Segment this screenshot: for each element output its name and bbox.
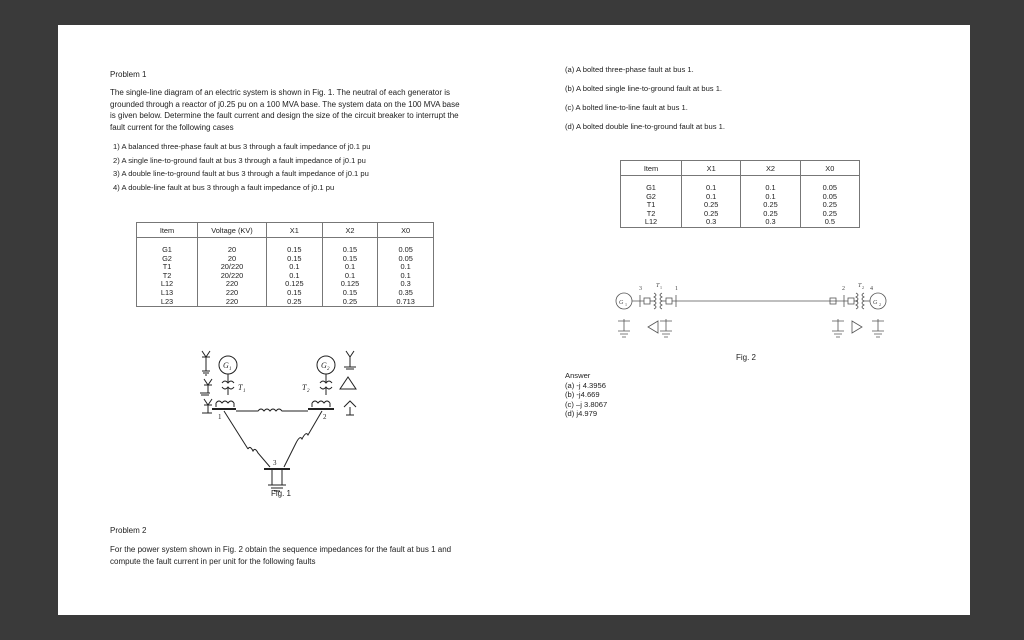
- breaker-symbol: [666, 298, 672, 304]
- table-cell: 0.3: [378, 280, 434, 289]
- case-item: 1) A balanced three-phase fault at bus 3 through a fault impedance of j0.1 pu: [113, 142, 371, 151]
- table-cell: 20/220: [198, 263, 267, 272]
- answer-line: (b) -j4.669: [565, 390, 600, 399]
- table-cell: 0.15: [322, 238, 378, 255]
- column-header: X1: [267, 223, 323, 238]
- table-cell: 220: [198, 298, 267, 307]
- problem2-description: For the power system shown in Fig. 2 obtain the sequence impedances for the fault at bus 1 and compute the fault current in per unit for the following faults: [110, 545, 452, 566]
- table-cell: 0.25: [682, 210, 741, 219]
- table-cell: 0.125: [267, 280, 323, 289]
- table-cell: L12: [137, 280, 198, 289]
- column-header: Item: [621, 161, 682, 176]
- t1-subscript: 1: [660, 285, 662, 290]
- bus-1-label: 1: [218, 413, 222, 421]
- table-row: [137, 280, 434, 289]
- table-cell: 0.1: [267, 272, 323, 281]
- t2-subscript: 2: [862, 285, 864, 290]
- fault-item: (d) A bolted double line-to-ground fault at bus 1.: [565, 122, 725, 131]
- g1-subscript: 1: [229, 367, 232, 372]
- table-cell: 0.3: [682, 218, 741, 227]
- table-cell: 0.15: [267, 255, 323, 264]
- table-cell: 20: [198, 238, 267, 255]
- case-item: 3) A double line-to-ground fault at bus 3 through a fault impedance of j0.1 pu: [113, 169, 369, 178]
- table-cell: 220: [198, 280, 267, 289]
- table-cell: 220: [198, 289, 267, 298]
- g2-subscript: 2: [327, 367, 330, 372]
- figure-2-caption: Fig. 2: [736, 353, 757, 362]
- answer-line: (d) j4.979: [565, 409, 598, 418]
- g2-subscript: 2: [879, 302, 881, 307]
- column-header: X1: [682, 161, 741, 176]
- answer-line: (c) –j 3.8067: [565, 399, 608, 409]
- table-cell: 0.15: [322, 289, 378, 298]
- table-cell: 0.05: [378, 238, 434, 255]
- fault-item: (c) A bolted line-to-line fault at bus 1.: [565, 103, 688, 112]
- table-row: [137, 263, 434, 272]
- table-cell: 0.1: [741, 193, 800, 202]
- table-cell: 0.125: [322, 280, 378, 289]
- g2-label: G: [321, 361, 327, 370]
- bus-2-label: 2: [323, 413, 327, 421]
- column-header: Item: [137, 223, 198, 238]
- node-4-label: 4: [870, 286, 873, 292]
- table-cell: 0.25: [322, 298, 378, 307]
- table-cell: 20: [198, 255, 267, 264]
- table-cell: 0.15: [322, 255, 378, 264]
- answer-heading: Answer: [565, 371, 591, 380]
- table-cell: G2: [137, 255, 198, 264]
- table-cell: L23: [137, 298, 198, 307]
- table-row: [621, 176, 860, 193]
- table-cell: 0.25: [741, 201, 800, 210]
- table-cell: 0.25: [267, 298, 323, 307]
- table-cell: 0.1: [741, 176, 800, 193]
- problem1-case-list: [113, 142, 473, 196]
- breaker-symbol: [644, 298, 650, 304]
- table-cell: 0.1: [322, 263, 378, 272]
- table-row: [137, 255, 434, 264]
- t1-label: T: [656, 283, 660, 289]
- answer-line: (a) -j 4.3956: [565, 380, 606, 390]
- table-cell: 0.05: [378, 255, 434, 264]
- table-cell: 0.1: [682, 176, 741, 193]
- fault-item: (b) A bolted single line-to-ground fault at bus 1.: [565, 84, 723, 93]
- table-cell: 0.25: [800, 210, 859, 219]
- node-1-label: 1: [675, 286, 678, 292]
- g1-label: G: [619, 300, 624, 306]
- g2-label: G: [873, 300, 878, 306]
- column-header: X2: [741, 161, 800, 176]
- table-cell: 0.05: [800, 176, 859, 193]
- case-item: 2) A single line-to-ground fault at bus 3 through a fault impedance of j0.1 pu: [113, 155, 366, 165]
- problem1-data-table: [136, 222, 434, 307]
- column-header: X2: [322, 223, 378, 238]
- column-header: X0: [800, 161, 859, 176]
- case-item: 4) A double-line fault at bus 3 through a fault impedance of j0.1 pu: [113, 182, 335, 192]
- t1-subscript: 1: [243, 389, 246, 394]
- g1-subscript: 1: [625, 302, 627, 307]
- table-cell: 0.15: [267, 289, 323, 298]
- table-cell: 0.3: [741, 218, 800, 227]
- table-cell: T2: [621, 210, 682, 219]
- problem1-heading: Problem 1: [110, 70, 147, 79]
- figure-2-diagram: [606, 277, 906, 347]
- t2-label: T: [858, 283, 862, 289]
- node-2-label: 2: [842, 286, 845, 292]
- table-cell: 20/220: [198, 272, 267, 281]
- table-cell: 0.5: [800, 218, 859, 227]
- table-cell: 0.25: [741, 210, 800, 219]
- table-row: [137, 298, 434, 307]
- problem2-fault-list: [565, 65, 925, 136]
- problem2-heading: Problem 2: [110, 526, 147, 535]
- table-row: [137, 289, 434, 298]
- problem2-data-table: [620, 160, 860, 228]
- figure-1-diagram: [188, 345, 368, 505]
- table-cell: 0.25: [800, 201, 859, 210]
- column-header: Voltage (KV): [198, 223, 267, 238]
- bus-3-label: 3: [273, 459, 277, 467]
- table-cell: 0.1: [378, 272, 434, 281]
- table-row: [621, 218, 860, 227]
- table-cell: 0.1: [682, 193, 741, 202]
- table-cell: T2: [137, 272, 198, 281]
- breaker-symbol: [848, 298, 854, 304]
- table-cell: 0.713: [378, 298, 434, 307]
- t2-label: T: [302, 383, 307, 392]
- table-cell: T1: [621, 201, 682, 210]
- node-3-label: 3: [639, 286, 642, 292]
- problem1-description: The single-line diagram of an electric system is shown in Fig. 1. The neutral of each generator is grounded through a reactor of j0.25 pu on a 100 MVA base. The system data on the 100 MVA base is given below. Determine the fault current and design the size of the circuit breaker to interrupt the fault current for the following cases: [110, 88, 460, 132]
- document-page: [58, 25, 970, 615]
- t2-subscript: 2: [307, 389, 310, 394]
- table-cell: 0.1: [378, 263, 434, 272]
- table-cell: G1: [621, 176, 682, 193]
- figure-1-caption: Fig. 1: [271, 489, 292, 498]
- g1-label: G: [223, 361, 229, 370]
- table-cell: 0.15: [267, 238, 323, 255]
- table-cell: G1: [137, 238, 198, 255]
- fault-item: (a) A bolted three-phase fault at bus 1.: [565, 65, 694, 74]
- table-cell: L13: [137, 289, 198, 298]
- table-cell: G2: [621, 193, 682, 202]
- delta-connection-symbol: [852, 321, 862, 333]
- table-cell: 0.05: [800, 193, 859, 202]
- table-cell: 0.25: [682, 201, 741, 210]
- table-cell: L12: [621, 218, 682, 227]
- table-header-row: [137, 223, 434, 238]
- table-cell: 0.1: [267, 263, 323, 272]
- table-header-row: [621, 161, 860, 176]
- answer-block: [565, 371, 607, 419]
- table-row: [137, 238, 434, 255]
- table-cell: T1: [137, 263, 198, 272]
- table-cell: 0.1: [322, 272, 378, 281]
- t1-label: T: [238, 383, 243, 392]
- delta-connection-symbol: [648, 321, 658, 333]
- table-cell: 0.35: [378, 289, 434, 298]
- column-header: X0: [378, 223, 434, 238]
- delta-connection-symbol: [340, 377, 356, 389]
